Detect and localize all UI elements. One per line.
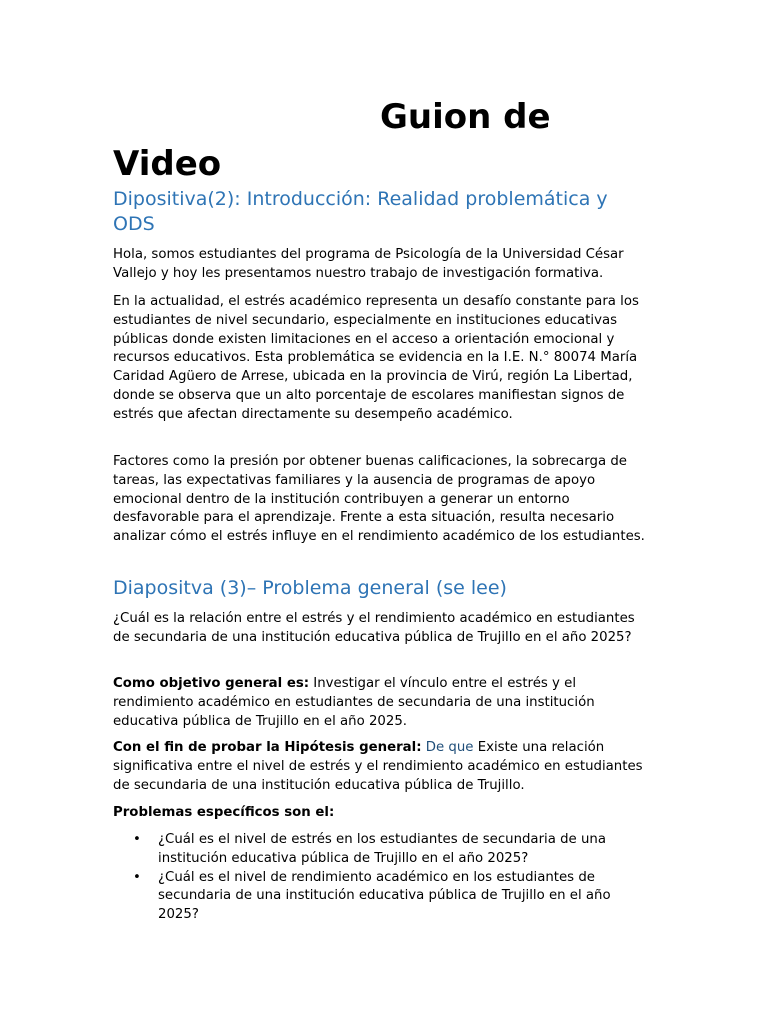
title-part2: Video (113, 144, 222, 184)
section1-paragraph-3 (113, 453, 653, 547)
section1-paragraph-2 (113, 293, 653, 425)
objective-text: Investigar el vínculo entre el estrés y el rendimiento académico en estudiantes de secundaria de una institución educativa pública de Trujillo en el año 2025. (113, 676, 595, 729)
section1-paragraph-1 (113, 246, 653, 284)
objective-paragraph (113, 675, 653, 731)
general-hypothesis (113, 739, 653, 795)
list-item-text: ¿Cuál es el nivel de estrés en los estudiantes de secundaria de una institución educativa pública de Trujillo en el año 2025? (158, 832, 606, 866)
list-item-text: ¿Cuál es el nivel de rendimiento académico en los estudiantes de secundaria de una institución educativa pública de Trujillo en el año 2025? (158, 869, 611, 923)
general-objective (113, 675, 653, 731)
hypothesis-paragraph (113, 739, 653, 795)
hypothesis-label: Con el fin de probar la Hipótesis general: (113, 740, 422, 755)
general-question (113, 610, 653, 648)
specific-problems-label: Problemas específicos son el: (113, 805, 335, 820)
bullet-list (113, 831, 653, 925)
section-introduccion (113, 187, 653, 237)
list-item (113, 831, 653, 869)
list-item (113, 869, 653, 925)
paragraph-text: Hola, somos estudiantes del programa de Psicología de la Universidad César Vallejo y hoy les presentamos nuestro trabajo de investigación formativa. (113, 247, 624, 281)
question-text: ¿Cuál es la relación entre el estrés y el rendimiento académico en estudiantes de secundaria de una institución educativa pública de Trujillo en el año 2025? (113, 611, 635, 645)
paragraph-text: En la actualidad, el estrés académico representa un desafío constante para los estudiantes de nivel secundario, especialmente en instituciones educativas públicas donde existen limitaciones en el acceso a orientación emocional y recursos educativos. Esta problemática se evidencia en la I.E. N.° 80074 María Caridad Agüero de Arrese, ubicada en la provincia de Virú, región La Libertad, donde se observa que un alto porcentaje de escolares manifiestan signos de estrés que afectan directamente su desempeño académico. (113, 294, 639, 422)
paragraph-text: Factores como la presión por obtener buenas calificaciones, la sobrecarga de tareas, las expectativas familiares y la ausencia de programas de apoyo emocional dentro de la institución contribuyen a generar un entorno desfavorable para el aprendizaje. Frente a esta situación, resulta necesario analizar cómo el estrés influye en el rendimiento académico de los estudiantes. (113, 454, 645, 545)
bullet-icon: • (133, 869, 141, 885)
hypothesis-link[interactable]: De que (425, 740, 474, 755)
section2-heading: Diapositva (3)– Problema general (se lee) (113, 577, 507, 599)
bullet-icon: • (133, 832, 141, 847)
section-problema-general (113, 576, 653, 601)
section1-heading: Dipositiva(2): Introducción: Realidad problemática y ODS (113, 188, 608, 235)
specific-problems-label-block (113, 804, 653, 823)
title-part1: Guion de (380, 97, 551, 137)
hypothesis-text: Existe una relación significativa entre el nivel de estrés y el rendimiento académico en estudiantes de secundaria de una institución educativa pública de Trujillo. (113, 740, 643, 793)
specific-problems-list (113, 831, 653, 925)
objective-label: Como objetivo general es: (113, 676, 310, 691)
document-title (113, 94, 673, 188)
